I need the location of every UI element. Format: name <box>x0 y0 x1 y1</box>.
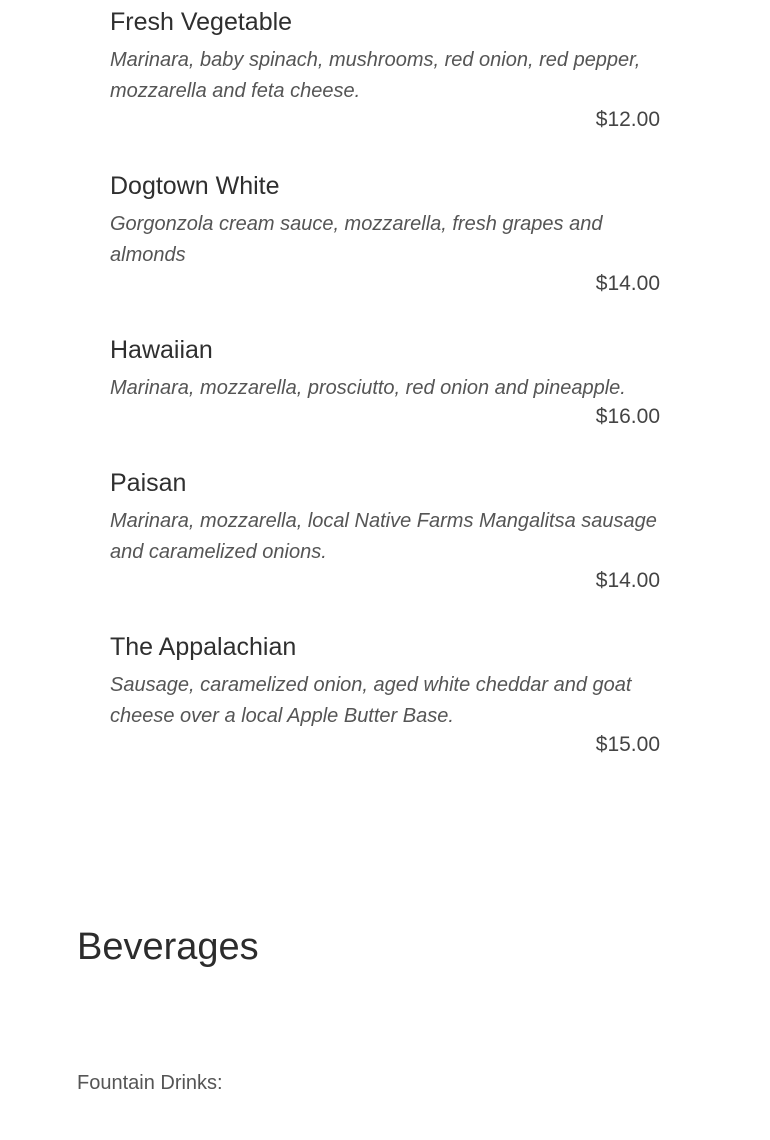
menu-item-price: $16.00 <box>595 405 660 428</box>
menu-item-price: $14.00 <box>595 272 660 295</box>
menu-item-description: Sausage, caramelized onion, aged white cheddar and goat cheese over a local Apple Butter Base. <box>110 674 632 727</box>
menu-item <box>110 632 660 758</box>
menu-item <box>110 468 660 594</box>
menu-item-description: Marinara, mozzarella, local Native Farms Mangalitsa sausage and caramelized onions. <box>110 510 657 563</box>
menu-item-name: Dogtown White <box>110 172 280 200</box>
fountain-drinks-heading: Fountain Drinks: <box>77 1072 223 1094</box>
menu-item-price: $12.00 <box>595 108 660 131</box>
menu-item-name: Hawaiian <box>110 336 213 364</box>
menu-item-price: $15.00 <box>595 733 660 756</box>
menu-item-description: Marinara, mozzarella, prosciutto, red onion and pineapple. <box>110 377 626 399</box>
menu-item <box>110 171 660 297</box>
menu-item-name: The Appalachian <box>110 633 297 661</box>
menu-item-list <box>110 0 660 796</box>
menu-item-name: Fresh Vegetable <box>110 8 293 36</box>
menu-item <box>110 335 660 430</box>
beverages-heading: Beverages <box>77 926 259 968</box>
cut-off-text-line <box>77 1133 617 1140</box>
menu-item-name: Paisan <box>110 469 187 497</box>
menu-item-description: Gorgonzola cream sauce, mozzarella, fresh grapes and almonds <box>110 213 603 266</box>
menu-item-description: Marinara, baby spinach, mushrooms, red onion, red pepper, mozzarella and feta cheese. <box>110 49 641 102</box>
menu-item <box>110 7 660 133</box>
menu-item-price: $14.00 <box>595 569 660 592</box>
